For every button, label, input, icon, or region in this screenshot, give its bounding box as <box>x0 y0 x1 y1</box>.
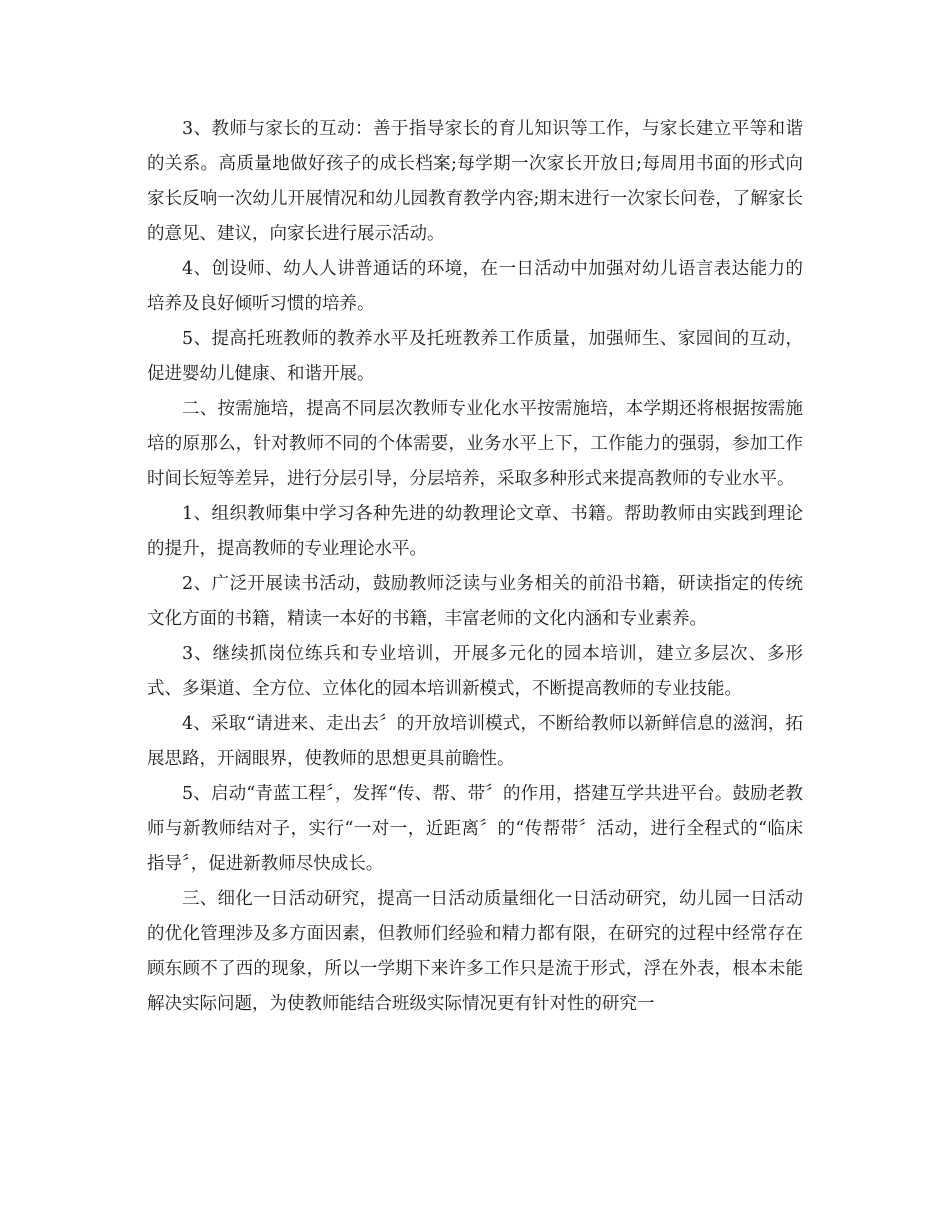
paragraph-section-three-heading: 三、细化一日活动研究，提高一日活动质量细化一日活动研究，幼儿园一日活动的优化管理涉及多方面因素，但教师们经验和精力都有限，在研究的过程中经常存在顾东顾不了西的现象，所以一学期下来许多工作只是流于形式，浮在外表，根本未能解决实际问题，为使教师能结合班级实际情况更有针对性的研究一 <box>147 889 803 1014</box>
paragraph-section-two-heading: 二、按需施培，提高不同层次教师专业化水平按需施培，本学期还将根据按需施培的原那么，针对教师不同的个体需要，业务水平上下，工作能力的强弱，参加工作时间长短等差异，进行分层引导，分层培养，采取多种形式来提高教师的专业水平。 <box>147 399 803 489</box>
paragraph-parent-interaction: 3、教师与家长的互动：善于指导家长的育儿知识等工作，与家长建立平等和谐的关系。高质量地做好孩子的成长档案;每学期一次家长开放日;每周用书面的形式向家长反响一次幼儿开展情况和幼儿园教育教学内容;期末进行一次家长问卷，了解家长的意见、建议，向家长进行展示活动。 <box>147 119 803 244</box>
paragraph-open-training: 4、采取“请进来、走出去〞的开放培训模式，不断给教师以新鲜信息的滋润，拓展思路，开阔眼界，使教师的思想更具前瞻性。 <box>147 714 803 769</box>
paragraph-mentoring: 5、启动“青蓝工程〞，发挥“传、帮、带〞的作用，搭建互学共进平台。鼓励老教师与新教师结对子，实行“一对一，近距离〞的“传帮带〞活动，进行全程式的“临床指导〞，促进新教师尽快成长。 <box>147 784 803 874</box>
paragraph-reading-activity: 2、广泛开展读书活动，鼓励教师泛读与业务相关的前沿书籍，研读指定的传统文化方面的书籍，精读一本好的书籍，丰富老师的文化内涵和专业素养。 <box>147 574 803 629</box>
document-body <box>147 112 803 1022</box>
paragraph-nursery-quality: 5、提高托班教师的教养水平及托班教养工作质量，加强师生、家园间的互动，促进婴幼儿健康、和谐开展。 <box>147 329 803 384</box>
paragraph-job-training: 3、继续抓岗位练兵和专业培训，开展多元化的园本培训，建立多层次、多形式、多渠道、全方位、立体化的园本培训新模式，不断提高教师的专业技能。 <box>147 644 803 699</box>
paragraph-mandarin-environment: 4、创设师、幼人人讲普通话的环境，在一日活动中加强对幼儿语言表达能力的培养及良好倾听习惯的培养。 <box>147 259 803 314</box>
paragraph-theory-study: 1、组织教师集中学习各种先进的幼教理论文章、书籍。帮助教师由实践到理论的提升，提高教师的专业理论水平。 <box>147 504 803 559</box>
